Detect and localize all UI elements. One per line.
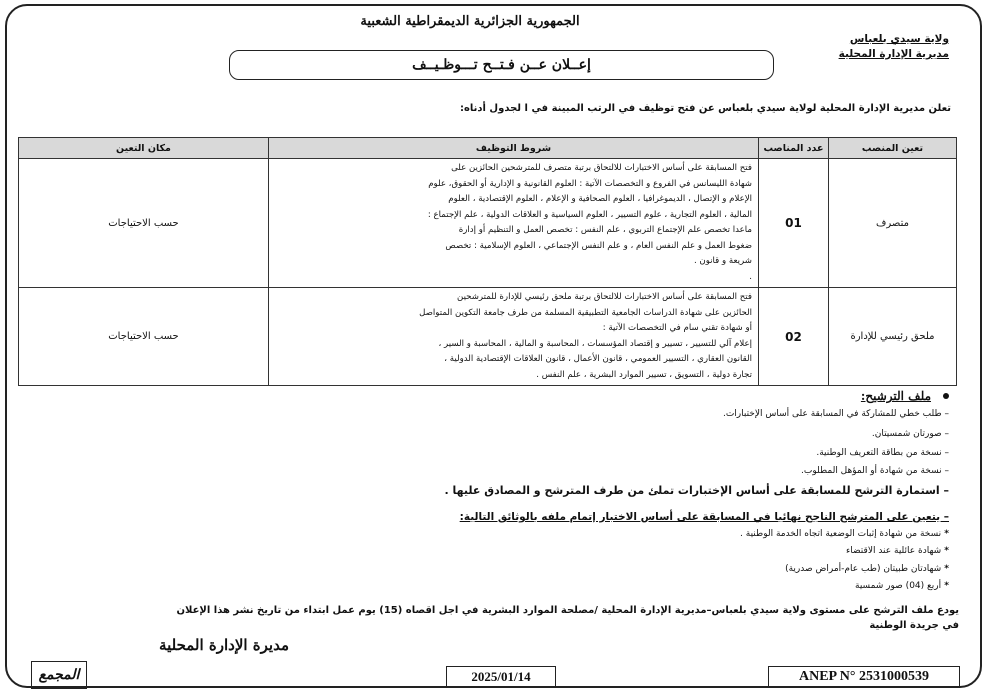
list-item: – صورتان شمسيتان.: [871, 429, 949, 439]
count-cell: 01: [759, 159, 829, 288]
count-cell: 02: [759, 288, 829, 386]
table-row: [19, 288, 957, 386]
issuer-block: [799, 32, 949, 62]
condition-line: المالية ، العلوم التجارية ، علوم التسيير ، العلوم السياسية و العلاقات الدولية ، علم الإجتماع :: [427, 209, 752, 220]
condition-line: ضغوط العمل و علم النفس العام ، و علم النفس الإجتماعي ، العلوم الإسلامية : تخصص: [445, 240, 752, 251]
jobs-table: [18, 137, 957, 386]
condition-line: تجارة دولية ، التسويق ، تسيير الموارد البشرية ، علم النفس .: [536, 369, 752, 380]
list-item-label: نسخة من شهادة إثبات الوضعية اتجاه الخدمة الوطنية .: [740, 529, 942, 539]
anep-reference: ANEP N° 2531000539: [768, 666, 960, 688]
successful-candidate-note: – يتعين على المترشح الناجح نهائيا في المسابقة على أساس الاختبار إتمام ملفه بالوثائق التالية:: [459, 511, 949, 523]
star-icon: *: [941, 529, 949, 539]
table-header-row: [19, 138, 957, 159]
condition-line: فتح المسابقة على أساس الاختبارات للالتحاق برتبة ملحق رئيسي للإدارة للمترشحين: [457, 292, 752, 302]
condition-line: أو شهادة تقني سام في التخصصات الآتية :: [602, 323, 752, 333]
republic-heading: الجمهورية الجزائرية الديمقراطية الشعبية: [360, 14, 580, 29]
condition-line: ماعدا تخصص علم الإجتماع التربوي ، علم النفس : تخصص العمل و التنظيم أو إدارة: [458, 225, 752, 235]
list-item: [329, 529, 949, 539]
newspaper-logo: المجمع: [31, 661, 87, 689]
star-icon: *: [941, 564, 949, 574]
deposit-text: في جريدة الوطنية: [869, 620, 959, 631]
place-cell: حسب الاحتياجات: [19, 159, 269, 288]
publication-date: 2025/01/14: [446, 666, 556, 688]
bullet-icon: [943, 393, 949, 399]
dossier-title: ملف الترشيح:: [860, 389, 931, 403]
condition-line: الحائزين على شهادة الدراسات الجامعية التطبيقية المسلمة من طرف جامعة التكوين المتواصل: [419, 307, 752, 318]
conditions-cell: [269, 288, 759, 386]
list-item-label: شهادتان طبيتان (طب عام-أمراض صدرية): [785, 564, 942, 574]
condition-line: شريعة و قانون .: [693, 256, 752, 266]
condition-line: القانون العقاري ، التسيير العمومي ، قانون الأعمال ، قانون العلاقات الإقتصادية الدولية ،: [444, 354, 752, 364]
condition-line: إعلام آلي للتسيير ، تسيير و إقتصاد المؤسسات ، المحاسبة و المالية ، المحاسبة و السير ،: [438, 338, 752, 349]
star-icon: *: [941, 581, 949, 591]
rank-cell: ملحق رئيسي للإدارة: [829, 288, 957, 386]
condition-line: شهادة الليسانس في الفروع و التخصصات الآتية : العلوم القانونية و الإدارية أو الحقوق، علوم: [428, 178, 752, 189]
condition-line: فتح المسابقة على أساس الاختبارات للالتحاق برتبة متصرف للمترشحين الحائزين على: [451, 163, 752, 173]
list-item: [329, 564, 949, 574]
condition-line: .: [749, 271, 752, 282]
list-item: – نسخة من بطاقة التعريف الوطنية.: [816, 448, 949, 458]
list-item: – نسخة من شهادة أو المؤهل المطلوب.: [801, 466, 949, 476]
star-icon: *: [941, 546, 949, 556]
list-item: [329, 581, 949, 591]
rank-cell: متصرف: [829, 159, 957, 288]
place-cell: حسب الاحتياجات: [19, 288, 269, 386]
wilaya-name: ولاية سيدي بلعباس: [849, 33, 949, 45]
deposit-text: يودع ملف الترشح على مستوى ولاية سيدي بلعباس–مديرية الإدارة المحلية /مصلحة الموارد البشرية في اجل اقصاه (15) يوم عمل ابتداء من تاريخ نشر هذا الإعلان: [176, 605, 959, 616]
list-item: – استمارة الترشح للمسابقة على أساس الإختبارات تملئ من طرف المترشح و المصادق عليها .: [444, 484, 949, 497]
table-row: [19, 159, 957, 288]
header-rank: تعين المنصب: [829, 138, 957, 159]
announcement-title: إعــلان عــن فـتــح تـــوظـيــف: [229, 50, 774, 80]
directorate-name: مديرية الإدارة المحلية: [838, 48, 949, 60]
header-conditions: شروط التوظيف: [269, 138, 759, 159]
conditions-cell: [269, 159, 759, 288]
header-place: مكان التعين: [19, 138, 269, 159]
list-item: – طلب خطي للمشاركة في المسابقة على أساس الإختبارات.: [722, 409, 949, 419]
list-item-label: أربع (04) صور شمسية: [855, 581, 942, 591]
signature: مديرة الإدارة المحلية: [159, 636, 289, 654]
list-item-label: شهادة عائلية عند الاقتضاء: [846, 546, 942, 556]
header-count: عدد المناصب: [759, 138, 829, 159]
list-item: [329, 546, 949, 556]
intro-text: تعلن مديرية الإدارة المحلية لولاية سيدي بلعباس عن فتح توظيف في الرتب المبينة في ا لجدول أدناه:: [459, 103, 951, 114]
condition-line: الإعلام و الإتصال ، الديموغرافيا ، العلوم الصحافية و الإعلام ، العلوم الإقتصادية ، العلوم: [448, 194, 752, 204]
